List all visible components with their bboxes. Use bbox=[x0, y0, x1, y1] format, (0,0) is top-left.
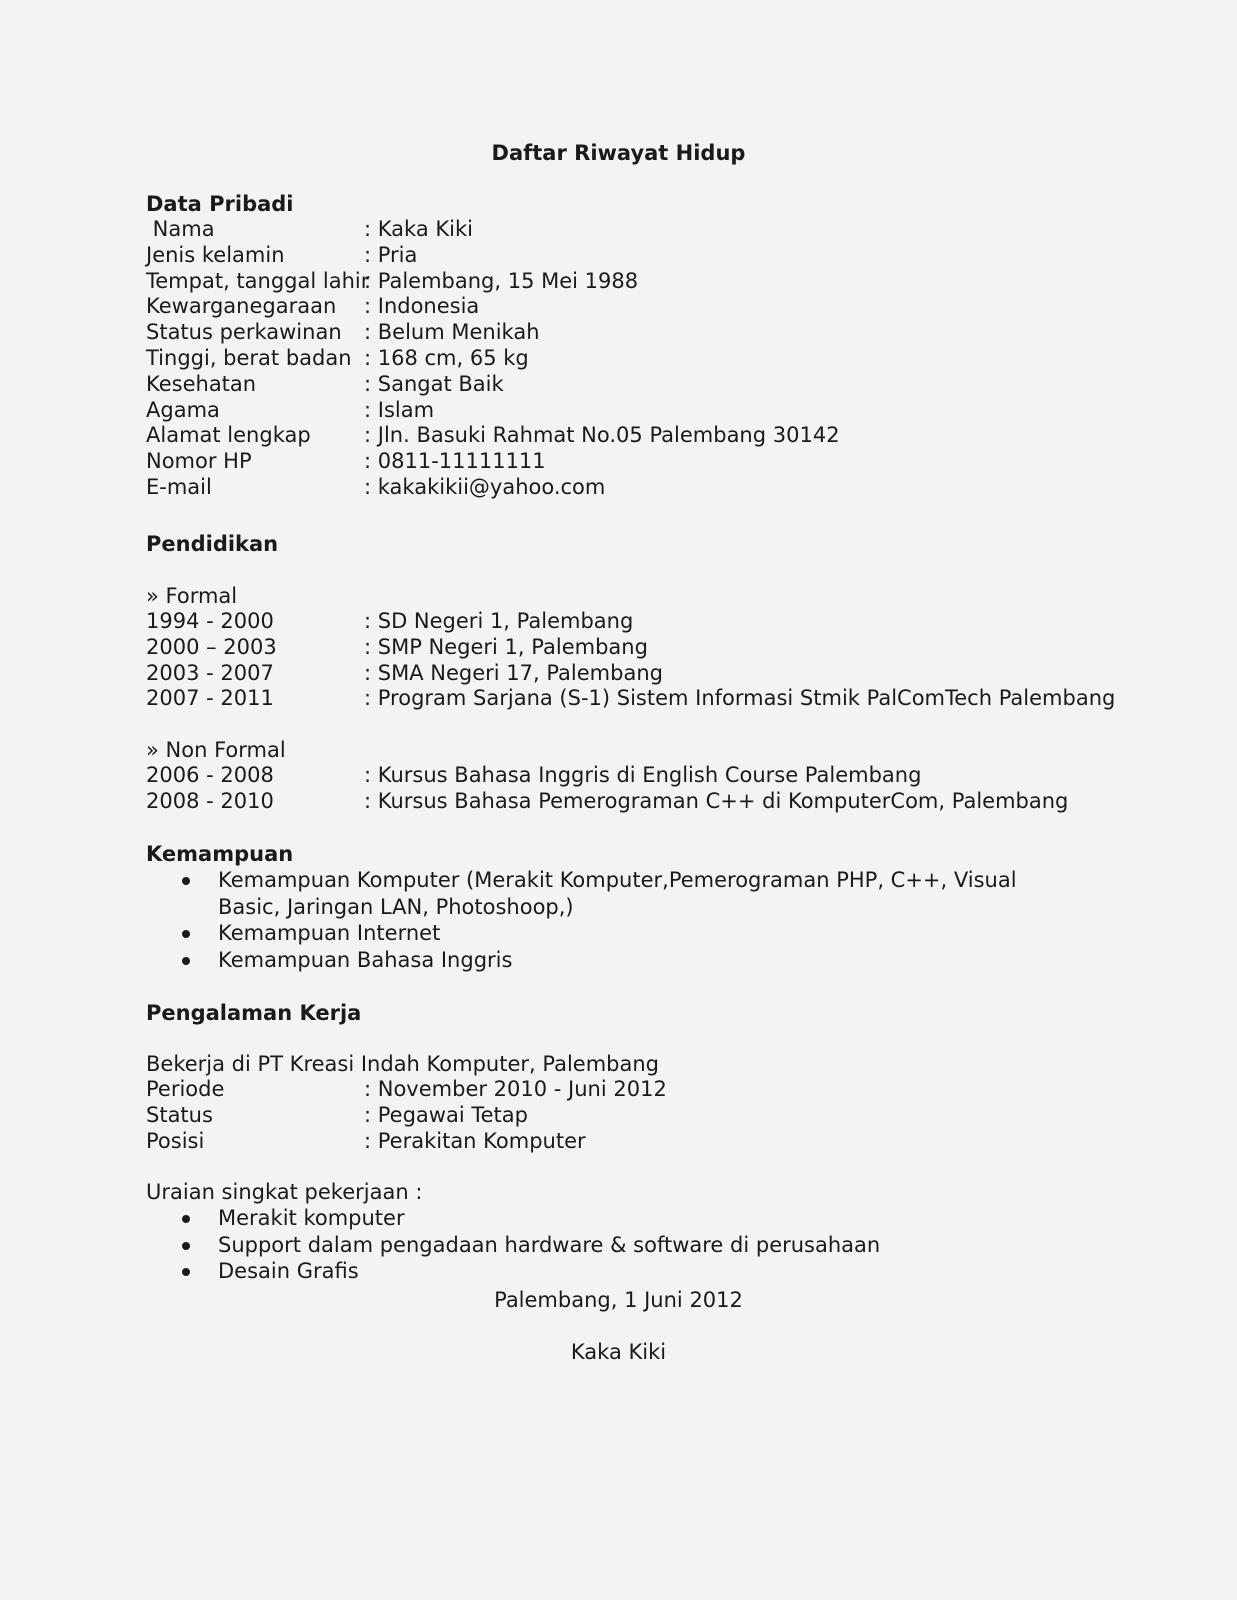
education-row bbox=[146, 789, 1146, 815]
field-label: Jenis kelamin bbox=[146, 242, 285, 267]
education-row bbox=[146, 635, 1146, 661]
bullet-icon bbox=[182, 1215, 190, 1223]
school-value: : SD Negeri 1, Palembang bbox=[364, 609, 634, 633]
personal-row bbox=[146, 423, 1146, 449]
list-item bbox=[146, 1232, 1146, 1259]
field-label: Nama bbox=[146, 217, 215, 241]
school-value: : SMA Negeri 17, Palembang bbox=[364, 660, 663, 685]
period-label: 2006 - 2008 bbox=[146, 763, 274, 788]
field-label: Status perkawinan bbox=[146, 320, 342, 345]
job-summary-label: Uraian singkat pekerjaan : bbox=[146, 1180, 423, 1205]
personal-row bbox=[146, 475, 1146, 501]
list-item bbox=[146, 867, 1046, 920]
list-item bbox=[146, 1205, 1146, 1232]
skill-text: Kemampuan Bahasa Inggris bbox=[218, 947, 513, 972]
nonformal-education-list bbox=[146, 763, 1146, 815]
period-label: 2000 – 2003 bbox=[146, 634, 277, 659]
field-value: : Jln. Basuki Rahmat No.05 Palembang 30142 bbox=[364, 423, 840, 448]
formal-label: » Formal bbox=[146, 584, 238, 608]
period-label: 1994 - 2000 bbox=[146, 609, 274, 633]
skills-list bbox=[146, 867, 1046, 973]
personal-row bbox=[146, 320, 1146, 346]
course-value: : Kursus Bahasa Inggris di English Course Palembang bbox=[364, 763, 922, 788]
experience-section bbox=[146, 1000, 1146, 1285]
personal-row bbox=[146, 372, 1146, 398]
personal-data-section bbox=[146, 191, 1146, 501]
personal-data-list bbox=[146, 217, 1146, 501]
field-label: Alamat lengkap bbox=[146, 423, 311, 448]
nonformal-label: » Non Formal bbox=[146, 738, 286, 763]
section-heading-experience: Pengalaman Kerja bbox=[146, 1001, 362, 1025]
task-text: Merakit komputer bbox=[218, 1206, 405, 1231]
field-value: : 0811-11111111 bbox=[364, 449, 546, 474]
bullet-icon bbox=[182, 1242, 190, 1250]
experience-details bbox=[146, 1077, 1146, 1154]
personal-row bbox=[146, 217, 1146, 243]
field-value: : kakakikii@yahoo.com bbox=[364, 474, 606, 499]
school-value: : SMP Negeri 1, Palembang bbox=[364, 634, 648, 659]
bullet-icon bbox=[182, 877, 190, 885]
experience-row bbox=[146, 1103, 1146, 1129]
period-label: 2007 - 2011 bbox=[146, 686, 274, 711]
field-value: : Islam bbox=[364, 397, 435, 422]
education-row bbox=[146, 763, 1146, 789]
task-text: Support dalam pengadaan hardware & software di perusahaan bbox=[218, 1232, 881, 1257]
field-value: : Kaka Kiki bbox=[364, 217, 473, 241]
bullet-icon bbox=[182, 930, 190, 938]
period-label: 2008 - 2010 bbox=[146, 788, 274, 813]
section-heading-personal: Data Pribadi bbox=[146, 192, 294, 216]
field-value: : Pria bbox=[364, 242, 418, 267]
field-value: : 168 cm, 65 kg bbox=[364, 345, 529, 370]
bullet-icon bbox=[182, 1268, 190, 1276]
place-date: Palembang, 1 Juni 2012 bbox=[494, 1288, 743, 1312]
list-item bbox=[146, 947, 1046, 974]
skill-text: Kemampuan Komputer (Merakit Komputer,Pemerograman PHP, C++, Visual Basic, Jaringan LAN, Photoshoop,) bbox=[218, 868, 1017, 919]
field-label: Kewarganegaraan bbox=[146, 294, 337, 319]
field-value: : Indonesia bbox=[364, 294, 480, 319]
field-label: Tinggi, berat badan bbox=[146, 345, 352, 370]
field-label: Periode bbox=[146, 1077, 225, 1101]
list-item bbox=[146, 920, 1046, 947]
field-value: : Sangat Baik bbox=[364, 371, 504, 396]
field-label: Agama bbox=[146, 397, 220, 422]
education-section bbox=[146, 531, 1146, 815]
signature-name: Kaka Kiki bbox=[570, 1340, 667, 1364]
field-label: E-mail bbox=[146, 474, 212, 499]
bullet-icon bbox=[182, 957, 190, 965]
skills-section bbox=[146, 841, 1146, 973]
field-value: : November 2010 - Juni 2012 bbox=[364, 1077, 667, 1101]
period-label: 2003 - 2007 bbox=[146, 660, 274, 685]
skill-text: Kemampuan Internet bbox=[218, 921, 441, 945]
personal-row bbox=[146, 398, 1146, 424]
field-label: Kesehatan bbox=[146, 371, 257, 396]
task-text: Desain Grafis bbox=[218, 1259, 359, 1284]
section-heading-skills: Kemampuan bbox=[146, 842, 294, 866]
course-value: : Kursus Bahasa Pemerograman C++ di KomputerCom, Palembang bbox=[364, 788, 1069, 813]
personal-row bbox=[146, 269, 1146, 295]
formal-education-list bbox=[146, 609, 1146, 712]
field-label: Nomor HP bbox=[146, 449, 252, 474]
personal-row bbox=[146, 243, 1146, 269]
experience-row bbox=[146, 1129, 1146, 1155]
company-line: Bekerja di PT Kreasi Indah Komputer, Palembang bbox=[146, 1052, 659, 1076]
section-heading-education: Pendidikan bbox=[146, 532, 279, 556]
school-value: : Program Sarjana (S-1) Sistem Informasi Stmik PalComTech Palembang bbox=[364, 686, 1116, 711]
field-label: Posisi bbox=[146, 1128, 205, 1153]
field-label: Tempat, tanggal lahir bbox=[146, 268, 370, 293]
education-row bbox=[146, 686, 1146, 712]
personal-row bbox=[146, 346, 1146, 372]
personal-row bbox=[146, 294, 1146, 320]
field-value: : Pegawai Tetap bbox=[364, 1102, 528, 1127]
field-label: Status bbox=[146, 1102, 213, 1127]
field-value: : Perakitan Komputer bbox=[364, 1128, 586, 1153]
education-row bbox=[146, 661, 1146, 687]
document-title: Daftar Riwayat Hidup bbox=[491, 141, 746, 165]
personal-row bbox=[146, 449, 1146, 475]
field-value: : Palembang, 15 Mei 1988 bbox=[364, 268, 639, 293]
field-value: : Belum Menikah bbox=[364, 320, 540, 345]
education-row bbox=[146, 609, 1146, 635]
list-item bbox=[146, 1258, 1146, 1285]
experience-row bbox=[146, 1077, 1146, 1103]
job-tasks-list bbox=[146, 1205, 1146, 1285]
